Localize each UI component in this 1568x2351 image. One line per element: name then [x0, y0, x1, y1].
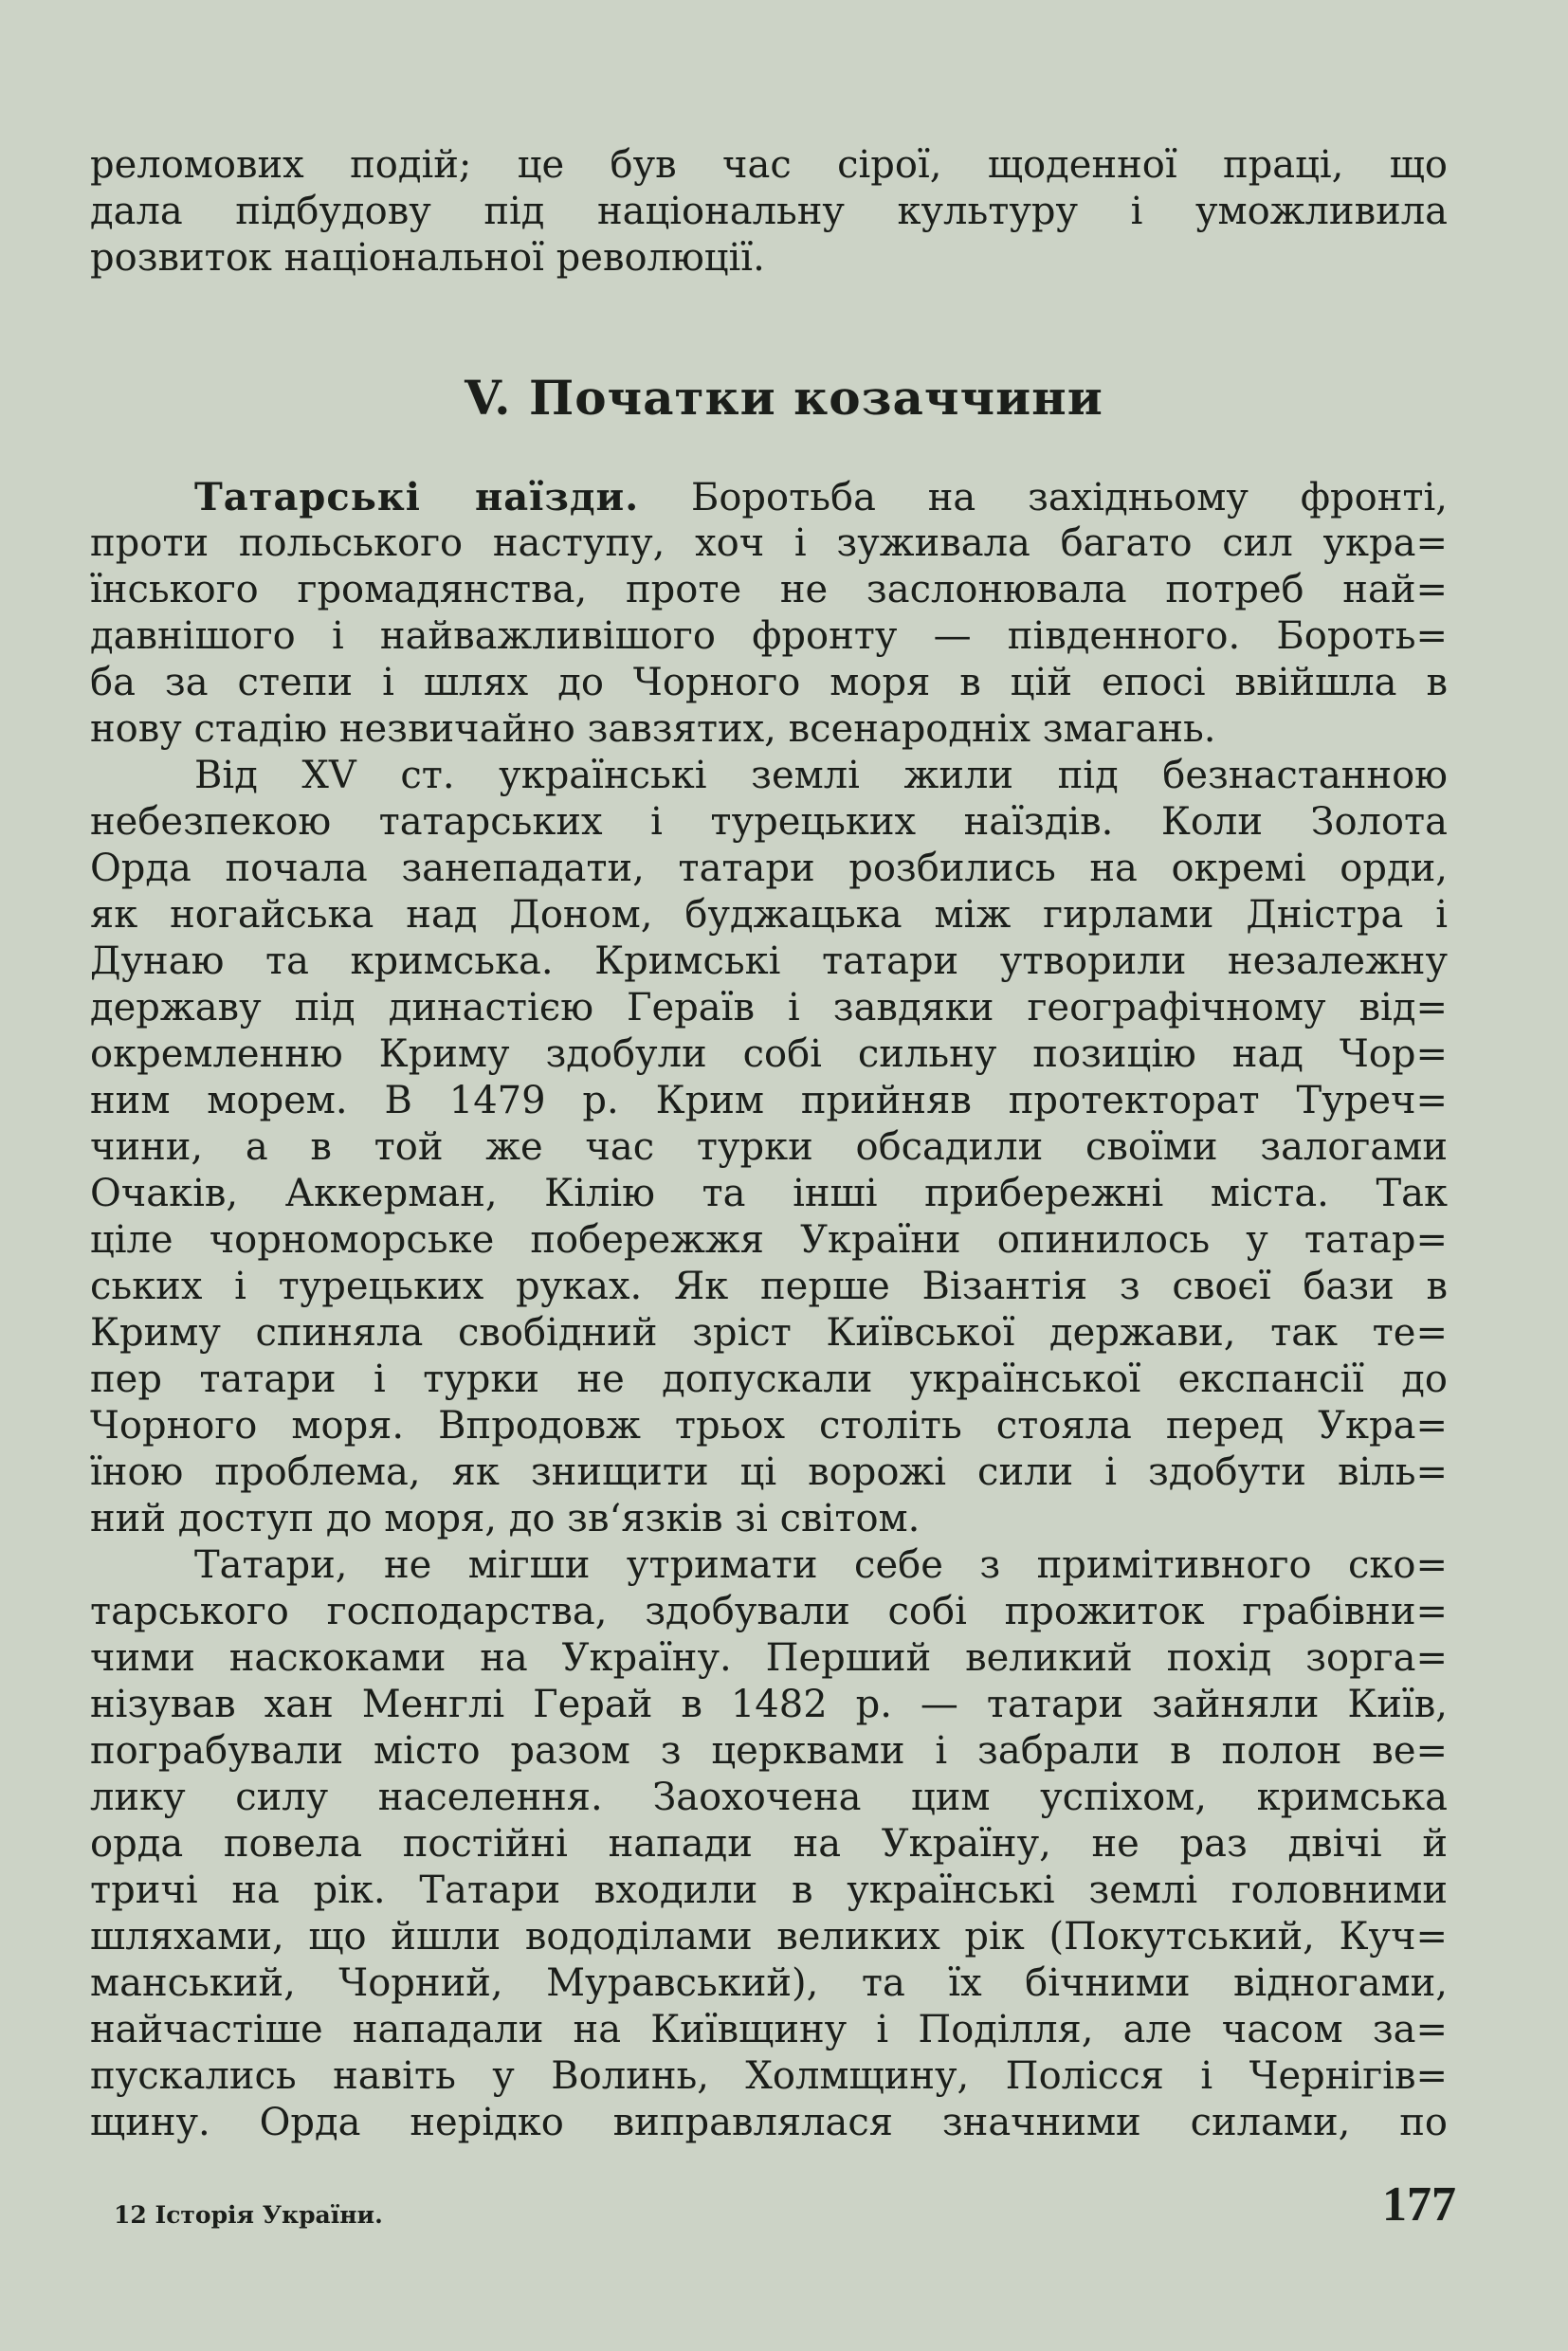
text-line: Татари, не мігши утримати себе з примітивного ско=: [194, 1543, 1448, 1587]
text-line: Орда почала занепадати, татари розбились на окремі орди,: [90, 847, 1448, 890]
text-line: орда повела постійні напади на Україну, не раз двічі й: [90, 1822, 1448, 1866]
page-number: 177: [1382, 2178, 1456, 2232]
text-line: пограбували місто разом з церквами і забрали в полон ве=: [90, 1729, 1448, 1773]
text-run: Боротьба на західньому фронті,: [690, 476, 1448, 519]
text-line: Від XV ст. українські землі жили під безнастанною: [194, 754, 1448, 797]
body-text: [90, 474, 1448, 2146]
text-line: тарського господарства, здобували собі прожиток грабівни=: [90, 1590, 1448, 1633]
text-line: Криму спиняла свобідний зріст Київської держави, так те=: [90, 1311, 1448, 1355]
text-line: державу під династією Гераїв і завдяки географічному від=: [90, 986, 1448, 1030]
text-line: чими наскоками на Україну. Перший великий похід зорга=: [90, 1636, 1448, 1680]
top-paragraph: [90, 142, 1448, 282]
text-line: ських і турецьких руках. Як перше Візантія з своєї бази в: [90, 1265, 1448, 1308]
text-line: ціле чорноморське побережжя України опинилось у татар=: [90, 1218, 1448, 1262]
text-line: шляхами, що йшли вододілами великих рік (Покутський, Куч=: [90, 1915, 1448, 1959]
text-line: ний доступ до моря, до зв‘язків зі світом.: [90, 1497, 921, 1540]
text-line: Чорного моря. Впродовж трьох століть стояла перед Укра=: [90, 1404, 1448, 1448]
text-line: реломових подій; це був час сірої, щоденної праці, що: [90, 143, 1448, 187]
text-line: дала підбудову під національну культуру і уможливила: [90, 190, 1448, 233]
text-line: нізував хан Менглі Герай в 1482 р. — татари зайняли Київ,: [90, 1683, 1448, 1726]
text-line: пер татари і турки не допускали української експансії до: [90, 1358, 1448, 1401]
printer-signature: 12 Історія України.: [114, 2201, 383, 2229]
text-line: найчастіше нападали на Київщину і Поділля, але часом за=: [90, 2008, 1448, 2051]
text-line: їнського громадянства, проте не заслонювала потреб най=: [90, 568, 1448, 611]
text-line: ба за степи і шлях до Чорного моря в цій епосі ввійшла в: [90, 661, 1448, 704]
text-line: як ногайська над Доном, буджацька між гирлами Дністра і: [90, 893, 1448, 937]
text-line: щину. Орда нерідко виправлялася значними силами, по: [90, 2101, 1448, 2144]
text-line: лику силу населення. Заохочена цим успіхом, кримська: [90, 1776, 1448, 1819]
text-line: розвиток національної революції.: [90, 236, 765, 280]
text-line: манський, Чорний, Муравський), та їх бічними відногами,: [90, 1961, 1448, 2005]
text-line: проти польського наступу, хоч і зуживала багато сил укра=: [90, 521, 1448, 565]
subheading: Татарські наїзди.: [194, 475, 640, 519]
text-line: чини, а в той же час турки обсадили своїми залогами: [90, 1125, 1448, 1169]
text-line: Очаків, Аккерман, Кілію та інші прибережні міста. Так: [90, 1172, 1448, 1215]
text-line: Дунаю та кримська. Кримські татари утворили незалежну: [90, 939, 1448, 983]
text-line: давнішого і найважливішого фронту — південного. Бороть=: [90, 614, 1448, 658]
paragraph-first-line: [90, 474, 1448, 520]
text-line: їною проблема, як знищити ці ворожі сили і здобути віль=: [90, 1450, 1448, 1494]
text-line: нову стадію незвичайно завзятих, всенародніх змагань.: [90, 707, 1216, 751]
text-line: ним морем. В 1479 р. Крим прийняв протекторат Туреч=: [90, 1079, 1448, 1122]
text-line: небезпекою татарських і турецьких наїздів. Коли Золота: [90, 800, 1448, 844]
text-line: тричі на рік. Татари входили в українські землі головними: [90, 1868, 1448, 1912]
text-line: пускались навіть у Волинь, Холмщину, Полісся і Чернігів=: [90, 2054, 1448, 2098]
text-line: окремленню Криму здобули собі сильну позицію над Чор=: [90, 1032, 1448, 1076]
section-title: V. Початки козаччини: [465, 370, 1103, 426]
